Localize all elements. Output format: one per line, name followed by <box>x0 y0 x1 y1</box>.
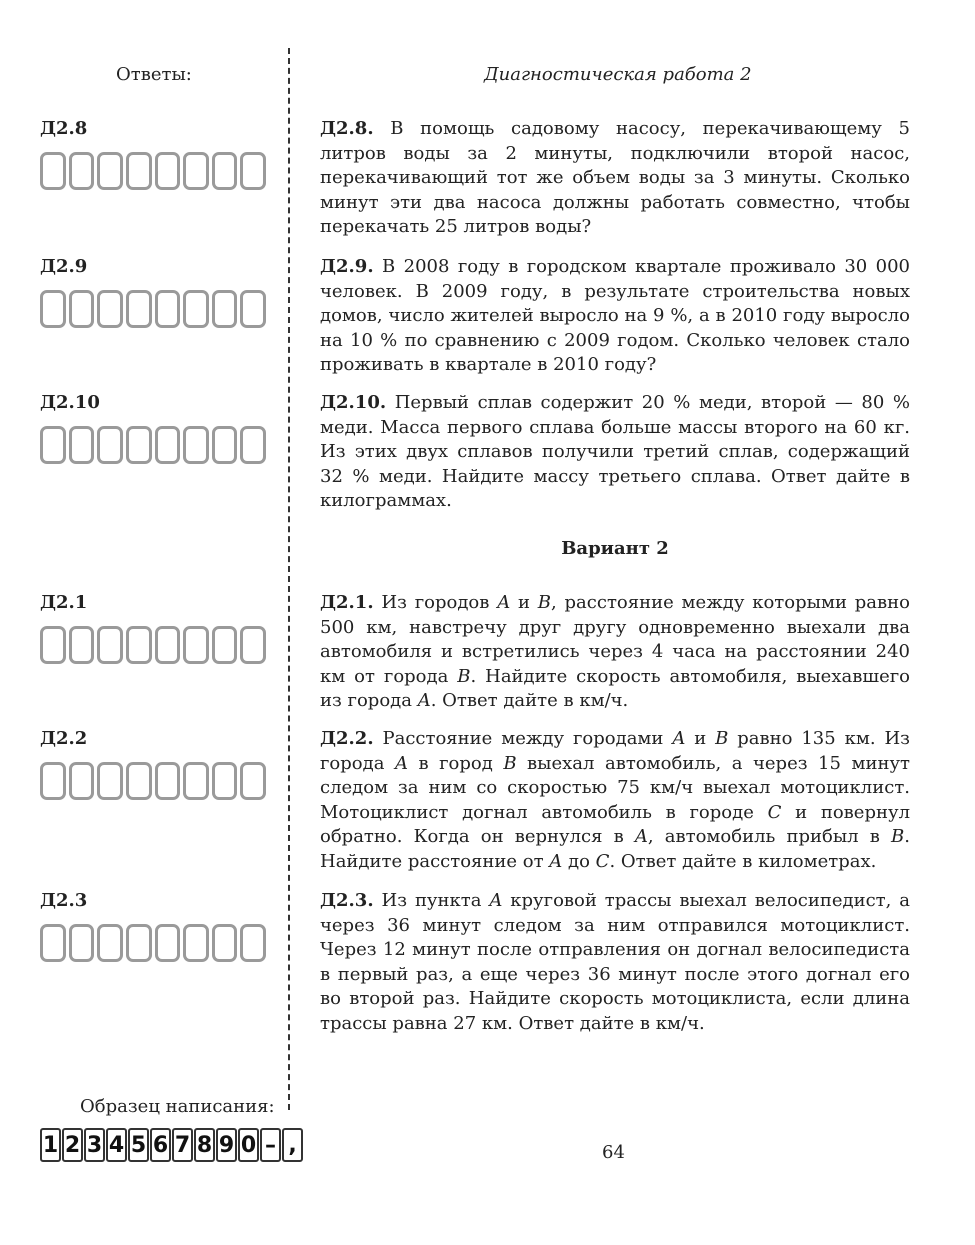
answer-boxes-d2-8[interactable] <box>40 152 266 190</box>
point-label: A <box>394 752 408 774</box>
sample-char: 7 <box>172 1128 193 1162</box>
sample-char: 4 <box>106 1128 127 1162</box>
answer-cell[interactable] <box>155 762 181 800</box>
point-label: A <box>417 690 431 711</box>
problem-number: Д2.8. <box>320 118 374 139</box>
answer-cell[interactable] <box>69 626 95 664</box>
problem-text: в город <box>407 752 504 774</box>
sample-char: 2 <box>62 1128 83 1162</box>
point-label: A <box>634 826 648 847</box>
answer-cell[interactable] <box>40 426 66 464</box>
answer-cell[interactable] <box>69 762 95 800</box>
answer-cell[interactable] <box>97 762 123 800</box>
answer-cell[interactable] <box>69 924 95 962</box>
answer-label-d2-9: Д2.9 <box>40 256 88 277</box>
work-title: Диагностическая работа 2 <box>484 64 752 85</box>
answer-cell[interactable] <box>126 626 152 664</box>
problem-number: Д2.10. <box>320 392 387 413</box>
variant-heading: Вариант 2 <box>561 538 669 559</box>
answer-label-d2-2: Д2.2 <box>40 728 88 749</box>
answer-label-d2-10: Д2.10 <box>40 392 100 413</box>
answer-cell[interactable] <box>40 290 66 328</box>
problem-text: . Найдите скорость автомобиля, выехавшего из города <box>320 665 910 711</box>
problem-d2-9 <box>320 255 910 378</box>
answer-cell[interactable] <box>240 152 266 190</box>
answer-cell[interactable] <box>97 152 123 190</box>
problem-text: В 2008 году в городском квартале проживало 30 000 человек. В 2009 году, в результате строительства новых домов, число жителей выросло на 9 %, а в 2010 году выросло на 10 % по сравнению с 2009 годом. Сколько человек стало проживать в квартале в 2010 году? <box>320 256 910 375</box>
problem-number: Д2.3. <box>320 890 374 911</box>
point-label: B <box>715 728 729 749</box>
answer-cell[interactable] <box>183 924 209 962</box>
answer-cell[interactable] <box>126 152 152 190</box>
problem-text: равно 135 км. Из города <box>320 728 910 774</box>
problem-text: , расстояние между которыми равно 500 км, навстречу друг другу одновременно выехали два автомобиля и встретились через 4 часа на расстоянии 240 км от города <box>320 592 910 687</box>
point-label: A <box>549 850 563 872</box>
sample-writing <box>40 1128 303 1162</box>
point-label: A <box>497 592 511 613</box>
answer-boxes-d2-10[interactable] <box>40 426 266 464</box>
answer-cell[interactable] <box>69 426 95 464</box>
problem-text: и <box>685 728 716 749</box>
dashed-divider <box>288 48 290 1110</box>
answer-cell[interactable] <box>212 626 238 664</box>
point-label: C <box>595 850 610 872</box>
answer-cell[interactable] <box>183 426 209 464</box>
answer-cell[interactable] <box>155 152 181 190</box>
answer-cell[interactable] <box>212 290 238 328</box>
sample-char: – <box>260 1128 281 1162</box>
answer-cell[interactable] <box>240 924 266 962</box>
answer-cell[interactable] <box>212 152 238 190</box>
answer-cell[interactable] <box>40 762 66 800</box>
answer-cell[interactable] <box>126 762 152 800</box>
sample-char: 9 <box>216 1128 237 1162</box>
point-label: B <box>537 592 552 613</box>
answer-cell[interactable] <box>240 626 266 664</box>
answer-cell[interactable] <box>69 290 95 328</box>
answer-cell[interactable] <box>183 290 209 328</box>
point-label: B <box>891 826 905 847</box>
sample-char: 1 <box>40 1128 61 1162</box>
answer-boxes-d2-1[interactable] <box>40 626 266 664</box>
answer-cell[interactable] <box>155 924 181 962</box>
answer-cell[interactable] <box>183 152 209 190</box>
answer-cell[interactable] <box>40 152 66 190</box>
sample-char: 3 <box>84 1128 105 1162</box>
problem-text: , автомобиль прибыл в <box>647 826 892 847</box>
answer-cell[interactable] <box>97 290 123 328</box>
problem-text: . Ответ дайте в километрах. <box>609 850 877 872</box>
problem-text: В помощь садовому насосу, перекачивающему 5 литров воды за 2 минуты, подключили второй насос, перекачивающий тот же объем воды за 3 минуты. Сколько минут эти два насоса должны работать совместно, чтобы перекачать 25 литров воды? <box>320 118 910 237</box>
answer-cell[interactable] <box>126 426 152 464</box>
point-label: B <box>457 665 471 687</box>
answer-cell[interactable] <box>126 290 152 328</box>
answer-cell[interactable] <box>183 626 209 664</box>
sample-char: 6 <box>150 1128 171 1162</box>
answers-heading: Ответы: <box>116 64 192 85</box>
problem-d2-1 <box>320 591 910 714</box>
sample-label: Образец написания: <box>80 1096 275 1117</box>
problem-text: Из пункта <box>381 890 490 911</box>
problem-number: Д2.9. <box>320 256 374 277</box>
answer-cell[interactable] <box>97 626 123 664</box>
answer-cell[interactable] <box>212 426 238 464</box>
point-label: C <box>767 801 782 823</box>
answer-cell[interactable] <box>40 924 66 962</box>
problem-number: Д2.2. <box>320 728 374 749</box>
problem-text: круговой трассы выехал велосипедист, а через 36 минут следом за ним отправился мотоциклист. Через 12 минут после отправления он догнал велосипедиста в первый раз, а еще через 36 минут после этого догнал его во второй раз. Найдите скорость мотоциклиста, если длина трассы равна 27 км. Ответ дайте в км/ч. <box>320 890 910 1034</box>
answer-label-d2-8: Д2.8 <box>40 118 88 139</box>
problem-text: Из городов <box>381 592 498 613</box>
problem-text: и <box>510 592 538 613</box>
answer-cell[interactable] <box>155 626 181 664</box>
sample-char: 8 <box>194 1128 215 1162</box>
answer-cell[interactable] <box>69 152 95 190</box>
problem-text: . Найдите расстояние от <box>320 826 910 872</box>
point-label: A <box>672 728 686 749</box>
answer-cell[interactable] <box>97 924 123 962</box>
sample-char: 5 <box>128 1128 149 1162</box>
answer-label-d2-1: Д2.1 <box>40 592 88 613</box>
problem-text: . Ответ дайте в км/ч. <box>430 690 629 711</box>
problem-text: до <box>562 850 596 872</box>
answer-cell[interactable] <box>155 426 181 464</box>
answer-boxes-d2-9[interactable] <box>40 290 266 328</box>
problem-text: Расстояние между городами <box>382 728 673 749</box>
answer-cell[interactable] <box>212 924 238 962</box>
answer-boxes-d2-2[interactable] <box>40 762 266 800</box>
answer-cell[interactable] <box>97 426 123 464</box>
problem-text: Первый сплав содержит 20 % меди, второй — 80 % меди. Масса первого сплава больше массы второго на 60 кг. Из этих двух сплавов получили третий сплав, содержащий 32 % меди. Найдите массу третьего сплава. Ответ дайте в килограммах. <box>320 392 910 511</box>
problem-text: выехал автомобиль, а через 15 минут следом за ним со скоростью 75 км/ч выехал мотоциклист. Мотоциклист догнал автомобиль в городе <box>320 752 910 823</box>
problem-d2-10 <box>320 391 910 514</box>
answer-boxes-d2-3[interactable] <box>40 924 266 962</box>
page-number: 64 <box>602 1142 625 1163</box>
problem-number: Д2.1. <box>320 592 374 613</box>
sample-char: 0 <box>238 1128 259 1162</box>
sample-char: , <box>282 1128 303 1162</box>
answer-label-d2-3: Д2.3 <box>40 890 88 911</box>
answer-cell[interactable] <box>183 762 209 800</box>
answer-cell[interactable] <box>212 762 238 800</box>
problem-d2-3 <box>320 889 910 1036</box>
answer-cell[interactable] <box>155 290 181 328</box>
point-label: B <box>503 752 517 774</box>
answer-cell[interactable] <box>40 626 66 664</box>
answer-cell[interactable] <box>240 762 266 800</box>
answer-cell[interactable] <box>240 426 266 464</box>
answer-cell[interactable] <box>240 290 266 328</box>
problem-d2-2 <box>320 727 910 874</box>
point-label: A <box>489 890 503 911</box>
problem-d2-8 <box>320 117 910 240</box>
answer-cell[interactable] <box>126 924 152 962</box>
problem-text: и повернул обратно. Когда он вернулся в <box>320 801 910 847</box>
